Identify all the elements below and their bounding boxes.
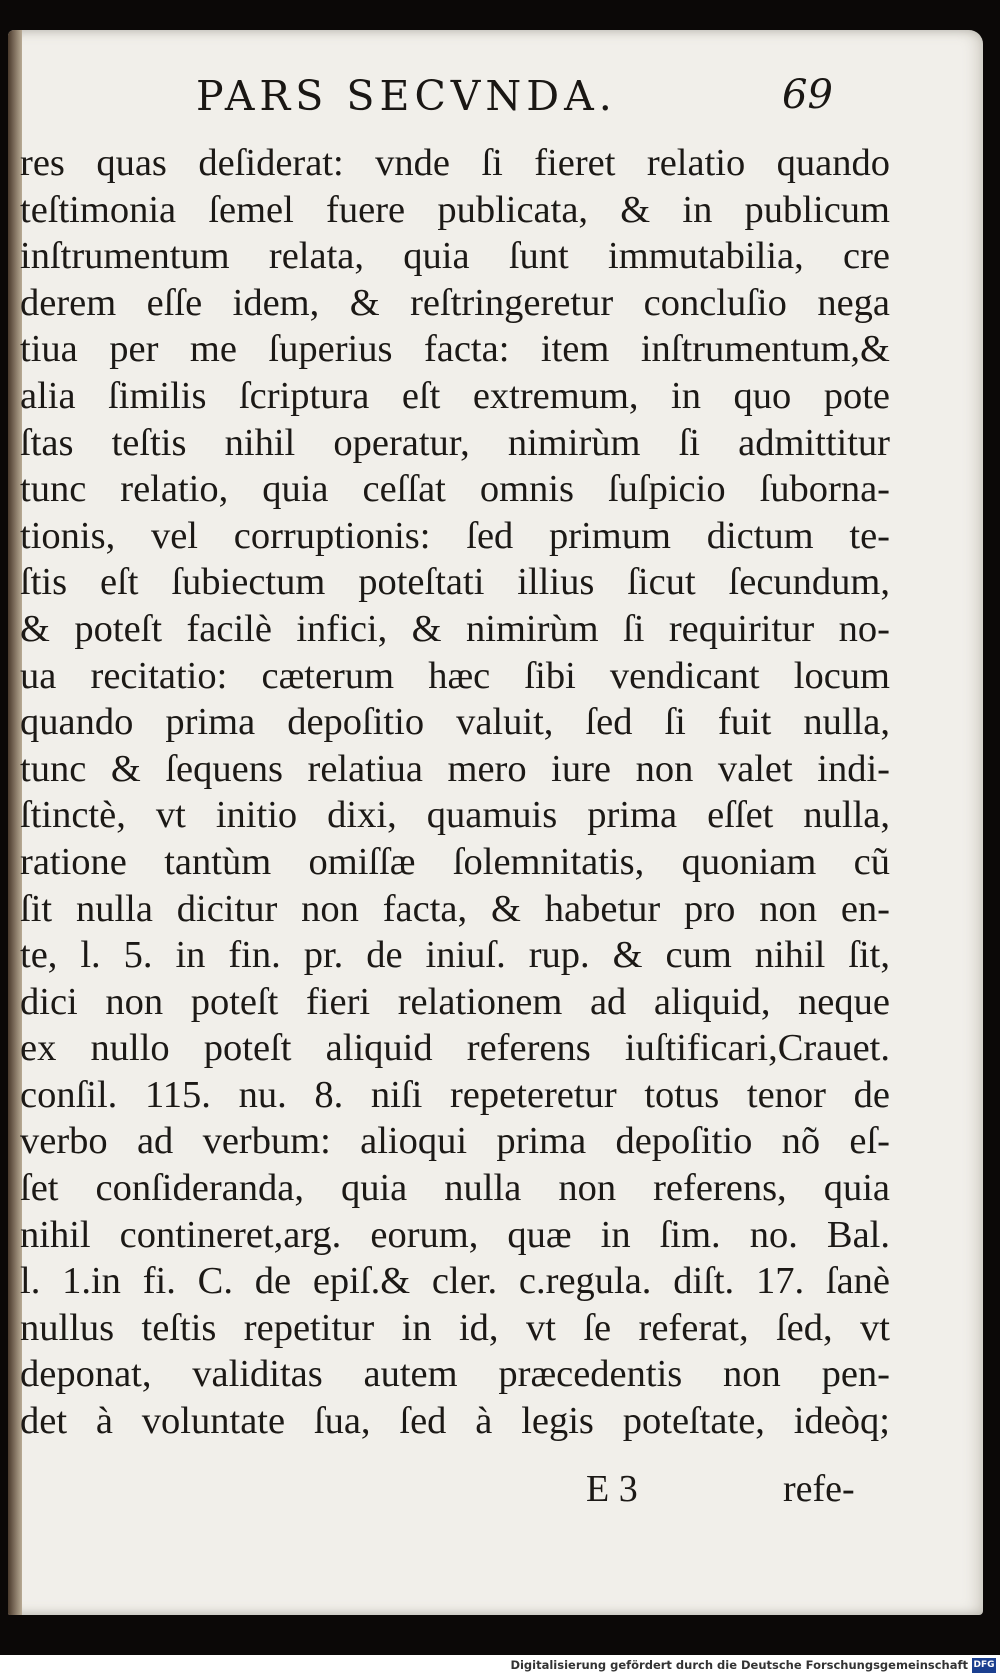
text-line: conſil. 115. nu. 8. niſi repeteretur totus tenor de (20, 1073, 890, 1116)
text-line: l. 1.in fi. C. de epiſ.& cler. c.regula. diſt. 17. ſanè (20, 1260, 890, 1303)
body-text (20, 140, 890, 1445)
text-line: & poteſt facilè infici, & nimirùm ſi requiritur no- (20, 607, 890, 650)
catchword: refe- (783, 1468, 855, 1510)
text-line: nullus teſtis repetitur in id, vt ſe referat, ſed, vt (20, 1306, 890, 1349)
text-line: tunc & ſequens relatiua mero iure non valet indi- (20, 747, 890, 790)
text-line: teſtimonia ſemel fuere publicata, & in publicum (20, 188, 890, 231)
dfg-logo: DFG (972, 1658, 996, 1673)
text-line: tiua per me ſuperius facta: item inſtrumentum,& (20, 328, 890, 371)
text-line: nihil contineret,arg. eorum, quæ in ſim. no. Bal. (20, 1213, 890, 1256)
text-line: ſtinctè, vt initio dixi, quamuis prima eſſet nulla, (20, 794, 890, 837)
text-line: te, l. 5. in fin. pr. de iniuſ. rup. & cum nihil ſit, (20, 934, 890, 977)
text-line: inſtrumentum relata, quia ſunt immutabilia, cre (20, 235, 890, 278)
text-line: ſtis eſt ſubiectum poteſtati illius ſicut ſecundum, (20, 561, 890, 604)
text-line: ex nullo poteſt aliquid referens iuſtificari,Crauet. (20, 1027, 890, 1070)
text-line: ſtas teſtis nihil operatur, nimirùm ſi admittitur (20, 421, 890, 464)
text-line: ſet conſideranda, quia nulla non referens, quia (20, 1167, 890, 1210)
running-head: PARS SECVNDA. (196, 72, 617, 120)
text-line: tionis, vel corruptionis: ſed primum dictum te- (20, 514, 890, 557)
funding-credit: Digitalisierung gefördert durch die Deutsche Forschungsgemeinschaft (510, 1658, 968, 1672)
text-line: tunc relatio, quia ceſſat omnis ſuſpicio ſuborna- (20, 468, 890, 511)
page-number: 69 (782, 72, 833, 118)
text-line: ua recitatio: cæterum hæc ſibi vendicant locum (20, 654, 890, 697)
text-line: derem eſſe idem, & reſtringeretur concluſio nega (20, 281, 890, 324)
text-line: dici non poteſt fieri relationem ad aliquid, neque (20, 980, 890, 1023)
page-header (0, 72, 1000, 132)
text-line: ratione tantùm omiſſæ ſolemnitatis, quoniam cũ (20, 840, 890, 883)
catchline (0, 1467, 1000, 1517)
text-line: ſit nulla dicitur non facta, & habetur pro non en- (20, 887, 890, 930)
text-line: deponat, validitas autem præcedentis non pen- (20, 1353, 890, 1396)
text-line: alia ſimilis ſcriptura eſt extremum, in quo pote (20, 374, 890, 417)
digitization-footer (0, 1655, 1000, 1677)
text-line: det à voluntate ſua, ſed à legis poteſtate, ideòq; (20, 1400, 890, 1443)
text-line: quando prima depoſitio valuit, ſed ſi fuit nulla, (20, 701, 890, 744)
text-line: res quas deſiderat: vnde ſi fieret relatio quando (20, 142, 890, 184)
text-line: verbo ad verbum: alioqui prima depoſitio nõ eſ- (20, 1120, 890, 1163)
signature-mark: E 3 (586, 1468, 638, 1510)
